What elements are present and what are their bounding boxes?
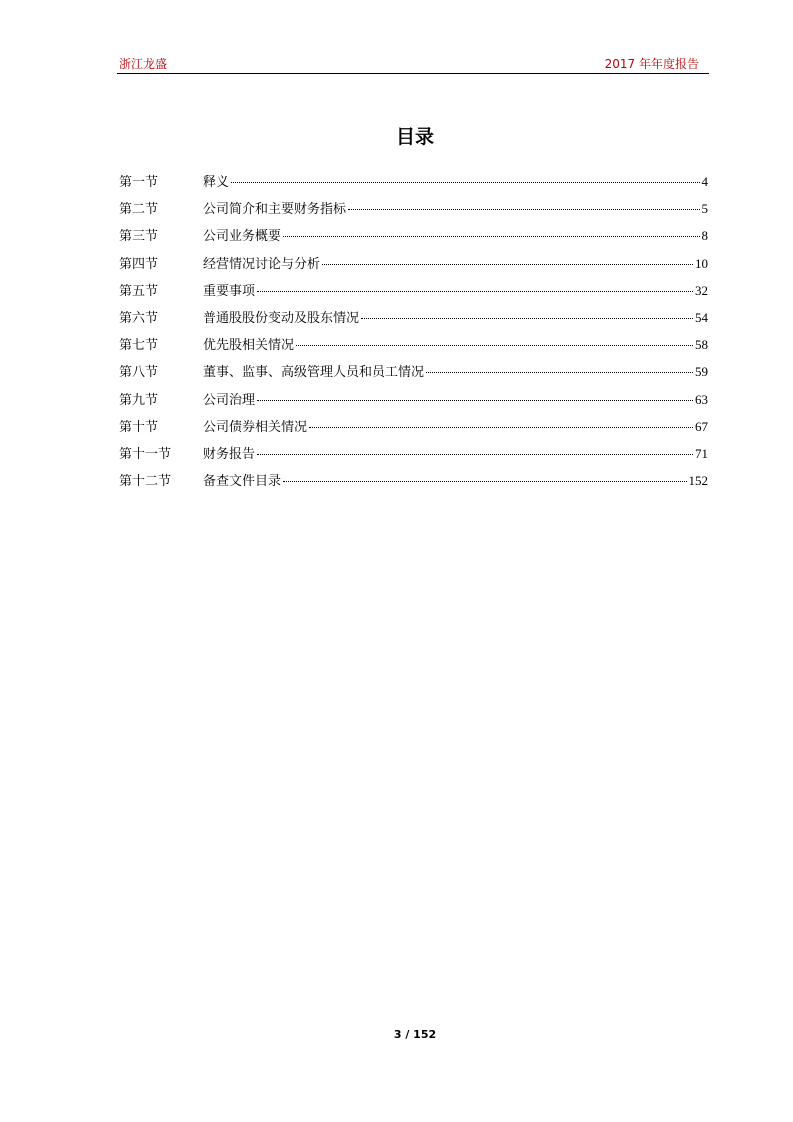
toc-dot-leader [231,182,699,183]
toc-section-number: 第十节 [119,419,159,435]
toc-section-title: 释义 [203,175,230,190]
toc-entry-6[interactable] [119,307,708,334]
toc-entry-9[interactable] [119,389,708,416]
toc-section-number: 第九节 [119,392,159,408]
toc-page-number: 32 [695,282,708,298]
toc-section-title: 普通股股份变动及股东情况 [203,310,360,326]
toc-entry-8[interactable] [119,361,708,388]
toc-page-number: 54 [695,309,708,325]
toc-section-title: 公司债券相关情况 [203,419,308,435]
toc-entry-4[interactable] [119,253,708,280]
toc-entry-2[interactable] [119,198,708,225]
toc-dot-leader [257,400,693,401]
toc-section-title: 公司业务概要 [203,229,282,245]
toc-section-number: 第八节 [119,365,159,381]
toc-dot-leader [426,372,693,373]
toc-page-number: 10 [695,255,708,271]
toc-section-title: 经营情况讨论与分析 [203,256,321,272]
toc-dot-leader [309,427,693,428]
header-divider [117,73,709,74]
toc-section-number: 第一节 [119,175,159,190]
toc-section-title: 财务报告 [203,446,256,462]
toc-dot-leader [257,291,693,292]
header-company-name: 浙江龙盛 [119,57,168,71]
toc-page-number: 71 [695,445,708,461]
toc-section-number: 第六节 [119,310,159,326]
toc-entry-10[interactable] [119,416,708,443]
toc-section-number: 第七节 [119,338,159,354]
toc-section-number: 第十一节 [119,446,172,462]
toc-entry-11[interactable] [119,443,708,470]
toc-section-title: 公司治理 [203,392,256,408]
toc-section-number: 第五节 [119,283,159,299]
toc-section-title: 优先股相关情况 [203,338,295,354]
toc-dot-leader [283,481,686,482]
toc-entry-12[interactable] [119,470,708,497]
toc-page-number: 5 [701,201,708,217]
toc-entry-3[interactable] [119,225,708,252]
toc-page-number: 8 [701,228,708,244]
toc-title: 目录 [395,126,434,148]
toc-list [119,171,708,497]
toc-page-number: 58 [695,337,708,353]
toc-section-title: 公司简介和主要财务指标 [203,202,347,218]
toc-page-number: 59 [695,364,708,380]
toc-entry-1[interactable] [119,171,708,198]
toc-dot-leader [257,454,693,455]
toc-section-number: 第二节 [119,202,159,218]
toc-section-title: 董事、监事、高级管理人员和员工情况 [203,365,425,381]
page-indicator: 3 / 152 [393,1028,437,1041]
toc-dot-leader [283,236,699,237]
toc-page-number: 152 [688,473,708,489]
toc-dot-leader [296,345,693,346]
toc-page-number: 63 [695,391,708,407]
toc-section-number: 第四节 [119,256,159,272]
toc-section-title: 重要事项 [203,283,256,299]
toc-page-number: 4 [701,174,708,189]
toc-entry-7[interactable] [119,334,708,361]
toc-dot-leader [361,318,693,319]
toc-page-number: 67 [695,418,708,434]
toc-entry-5[interactable] [119,280,708,307]
header-report-title: 2017 年年度报告 [604,57,699,71]
toc-dot-leader [348,209,699,210]
toc-dot-leader [322,264,693,265]
toc-section-number: 第十二节 [119,474,172,490]
toc-section-title: 备查文件目录 [203,474,282,490]
toc-section-number: 第三节 [119,229,159,245]
